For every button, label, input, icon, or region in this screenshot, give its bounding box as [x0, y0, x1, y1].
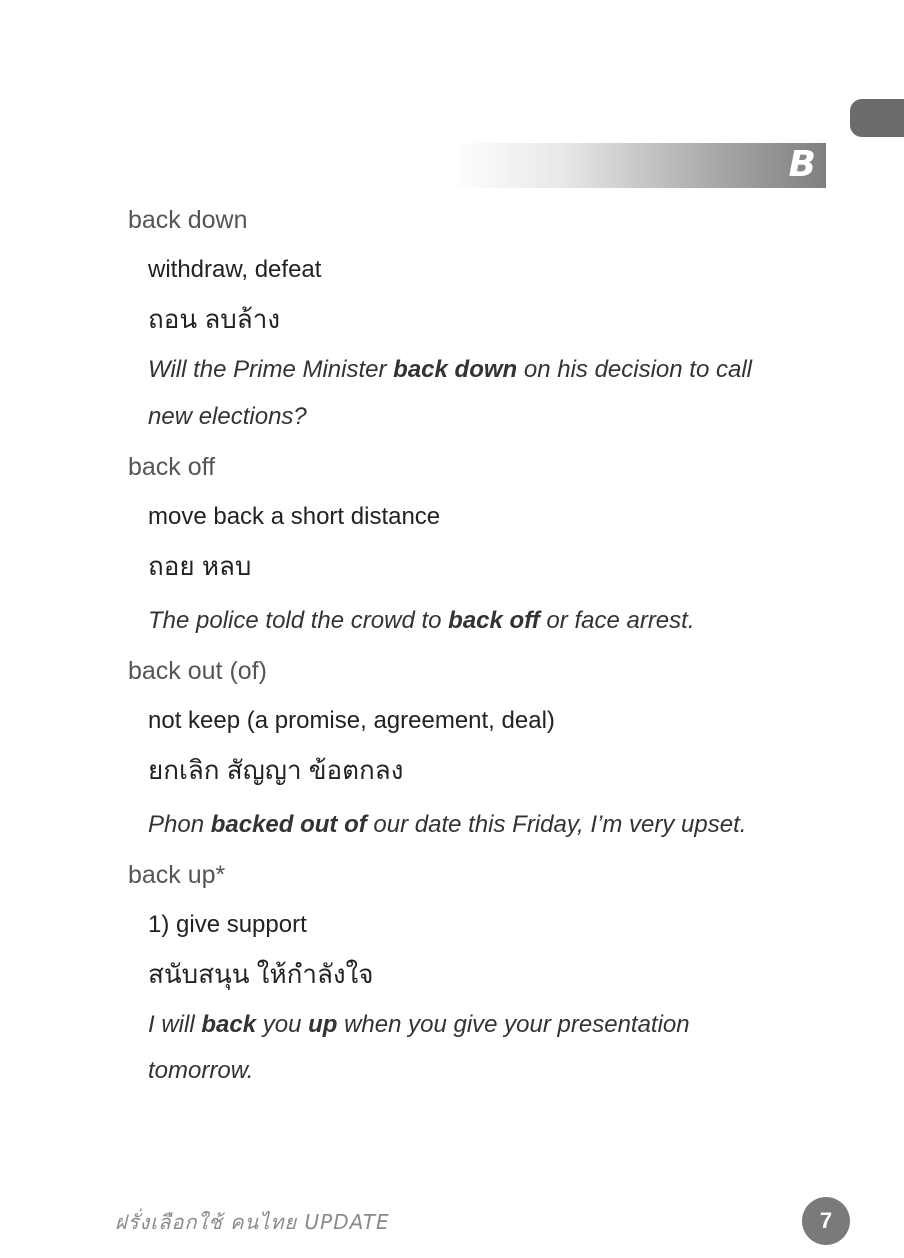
- entry-example: The police told the crowd to back off or face arrest.: [148, 607, 695, 634]
- page-number: 7: [802, 1197, 850, 1245]
- chapter-side-tab: [850, 99, 904, 137]
- entry-definition: move back a short distance: [148, 503, 441, 530]
- entry-definition: withdraw, defeat: [148, 256, 322, 283]
- entry-thai: ถอน ลบล้าง: [148, 304, 281, 334]
- entry-example: I will back you up when you give your presentation: [148, 1011, 690, 1038]
- entry-example: new elections?: [148, 403, 307, 430]
- section-letter: B: [788, 144, 816, 185]
- section-letter-bar: [450, 143, 826, 188]
- entry-thai: ถอย หลบ: [148, 551, 252, 581]
- entry-example: Will the Prime Minister back down on his decision to call: [148, 356, 752, 383]
- entry-term: back off: [128, 453, 216, 481]
- entry-term: back out (of): [128, 657, 267, 685]
- entry-example: Phon backed out of our date this Friday, I’m very upset.: [148, 811, 747, 838]
- entry-definition: not keep (a promise, agreement, deal): [148, 707, 555, 734]
- entry-thai: ยกเลิก สัญญา ข้อตกลง: [148, 755, 404, 785]
- entry-term: back up*: [128, 861, 226, 889]
- entry-term: back down: [128, 206, 248, 234]
- entry-definition: 1) give support: [148, 911, 307, 938]
- footer-book-title: ฝรั่งเลือกใช้ คนไทย UPDATE: [115, 1210, 390, 1234]
- entry-example: tomorrow.: [148, 1057, 254, 1084]
- entry-thai: สนับสนุน ให้กำลังใจ: [148, 959, 374, 989]
